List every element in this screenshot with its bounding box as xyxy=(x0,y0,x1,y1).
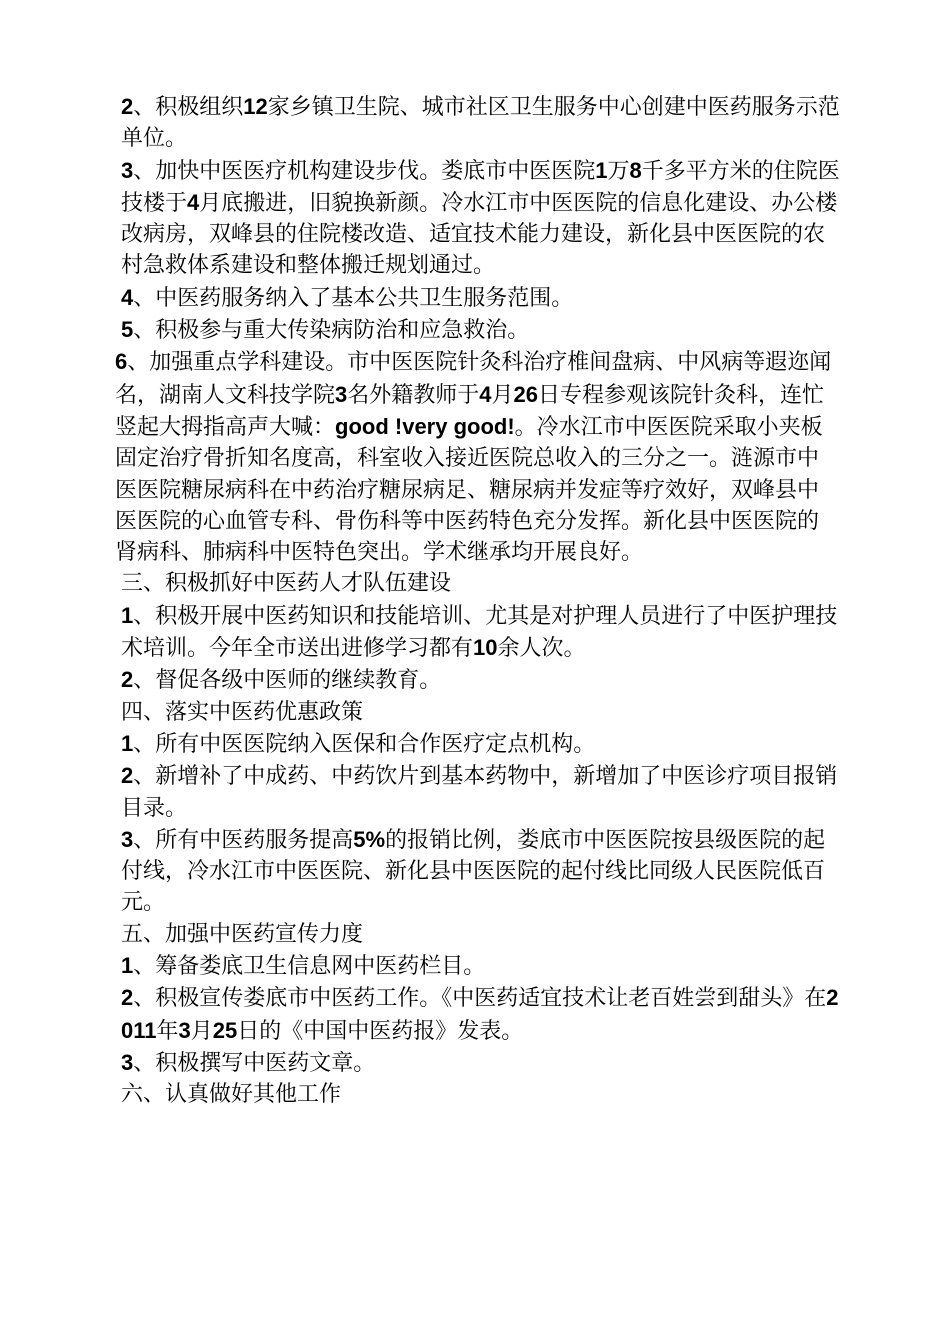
paragraph-p13 xyxy=(115,919,840,950)
text-run: 年 xyxy=(156,1018,179,1044)
paragraph-p7 xyxy=(115,600,840,665)
text-run: 家乡镇卫生院、城市社区卫生服务中心创建中医药服务示范单位。 xyxy=(121,95,840,152)
paragraph-p4 xyxy=(115,314,840,346)
text-run: 、积极组织 xyxy=(133,95,244,120)
paragraph-p12 xyxy=(115,824,840,919)
bold-number: 1 xyxy=(595,157,608,183)
bold-number: 3 xyxy=(121,826,134,852)
bold-number: 12 xyxy=(243,94,268,119)
paragraph-p2 xyxy=(115,155,840,282)
text-run: 三、积极抓好中医药人才队伍建设 xyxy=(121,571,452,597)
text-run: 、督促各级中医师的继续教育。 xyxy=(133,668,442,694)
bold-number: 10 xyxy=(473,635,498,661)
paragraph-p5 xyxy=(115,346,840,568)
bold-number: 1 xyxy=(121,730,134,756)
paragraph-p15 xyxy=(115,982,840,1047)
text-run: 、所有中医药服务提高 xyxy=(133,827,354,853)
text-run: 、所有中医医院纳入医保和合作医疗定点机构。 xyxy=(133,731,596,757)
bold-number: 2 xyxy=(121,985,134,1011)
text-run: 月 xyxy=(190,1018,213,1044)
paragraph-p8 xyxy=(115,664,840,696)
bold-number: 2 xyxy=(121,667,134,693)
text-run: 。冷水江市中医医院采取小夹板固定治疗骨折知名度高，科室收入接近医院总收入的三分之一。涟源市中医医院糖尿病科在中药治疗糖尿病足、糖尿病并发症等疗效好，双峰县中医医院的心血管专科、骨伤科等中医药特色充分发挥。新化县中医医院的肾病科、肺病科中医特色突出。学术继承均开展良好。 xyxy=(115,414,823,566)
paragraph-p6 xyxy=(115,568,840,599)
bold-number: 26 xyxy=(513,381,539,407)
bold-number: 3 xyxy=(335,381,348,407)
bold-number: 25 xyxy=(212,1017,238,1043)
text-run: 、新增补了中成药、中药饮片到基本药物中，新增加了中医诊疗项目报销目录。 xyxy=(121,764,838,821)
text-run: 余人次。 xyxy=(497,636,586,662)
text-run: 名外籍教师于 xyxy=(347,382,480,408)
paragraph-p11 xyxy=(115,760,840,824)
bold-number: 3 xyxy=(178,1017,191,1043)
text-run: 、筹备娄底卫生信息网中医药栏目。 xyxy=(133,954,486,980)
paragraph-p3 xyxy=(115,282,840,314)
bold-number: 3 xyxy=(121,1049,134,1075)
text-run: 的报销比例，娄底市中医医院按县级医院的起付线，冷水江市中医医院、新化县中医医院的起付线比同级人民医院低百元。 xyxy=(121,827,826,916)
bold-number: 1 xyxy=(121,602,134,628)
paragraph-p1 xyxy=(115,91,840,155)
text-run: 五、加强中医药宣传力度 xyxy=(121,921,364,947)
bold-number: 1 xyxy=(121,953,134,979)
paragraph-p17 xyxy=(115,1079,840,1110)
bold-number: good !very good! xyxy=(335,413,515,439)
bold-number: 2 xyxy=(121,763,134,789)
bold-number: 5 xyxy=(121,317,134,343)
text-run: 、积极开展中医药知识和技能培训、尤其是对护理人员进行了中医护理技术培训。今年全市送出进修学习都有 xyxy=(121,603,838,662)
text-run: 千多平方米的住院医技楼于 xyxy=(121,158,840,216)
text-run: 月 xyxy=(491,382,514,408)
text-run: 、积极宣传娄底市中医药工作。《中医药适宜技术让老百姓尝到甜头》在 xyxy=(133,986,827,1012)
text-run: 、中医药服务纳入了基本公共卫生服务范围。 xyxy=(133,285,574,311)
text-run: 日的《中国中医药报》发表。 xyxy=(237,1018,524,1044)
text-run: 万 xyxy=(607,158,630,184)
bold-number: 5% xyxy=(353,826,386,852)
bold-number: 2011 xyxy=(121,985,839,1043)
bold-number: 4 xyxy=(121,284,134,310)
paragraph-p16 xyxy=(115,1047,840,1079)
paragraph-p10 xyxy=(115,728,840,760)
text-run: 、积极参与重大传染病防治和应急救治。 xyxy=(133,318,530,344)
bold-number: 4 xyxy=(187,189,200,215)
bold-number: 3 xyxy=(121,157,134,183)
text-run: 六、认真做好其他工作 xyxy=(121,1082,342,1108)
paragraph-p9 xyxy=(115,697,840,728)
text-run: 日专程参观该院针灸科，连忙竖起大拇指高声大喊： xyxy=(115,382,825,440)
text-run: 、加强重点学科建设。市中医医院针灸科治疗椎间盘病、中风病等遐迩闻名，湖南人文科技学院 xyxy=(115,350,832,408)
bold-number: 8 xyxy=(629,157,642,183)
bold-number: 2 xyxy=(121,94,134,119)
document-body xyxy=(115,91,840,1111)
text-run: 月底搬进，旧貌换新颜。冷水江市中医医院的信息化建设、办公楼改病房，双峰县的住院楼改造、适宜技术能力建设，新化县中医医院的农村急救体系建设和整体搬迁规划通过。 xyxy=(121,190,838,279)
text-run: 、加快中医医疗机构建设步伐。娄底市中医医院 xyxy=(133,158,596,184)
text-run: 四、落实中医药优惠政策 xyxy=(121,699,364,725)
bold-number: 6 xyxy=(115,349,128,375)
paragraph-p14 xyxy=(115,950,840,982)
bold-number: 4 xyxy=(479,381,492,407)
text-run: 、积极撰写中医药文章。 xyxy=(133,1050,376,1076)
